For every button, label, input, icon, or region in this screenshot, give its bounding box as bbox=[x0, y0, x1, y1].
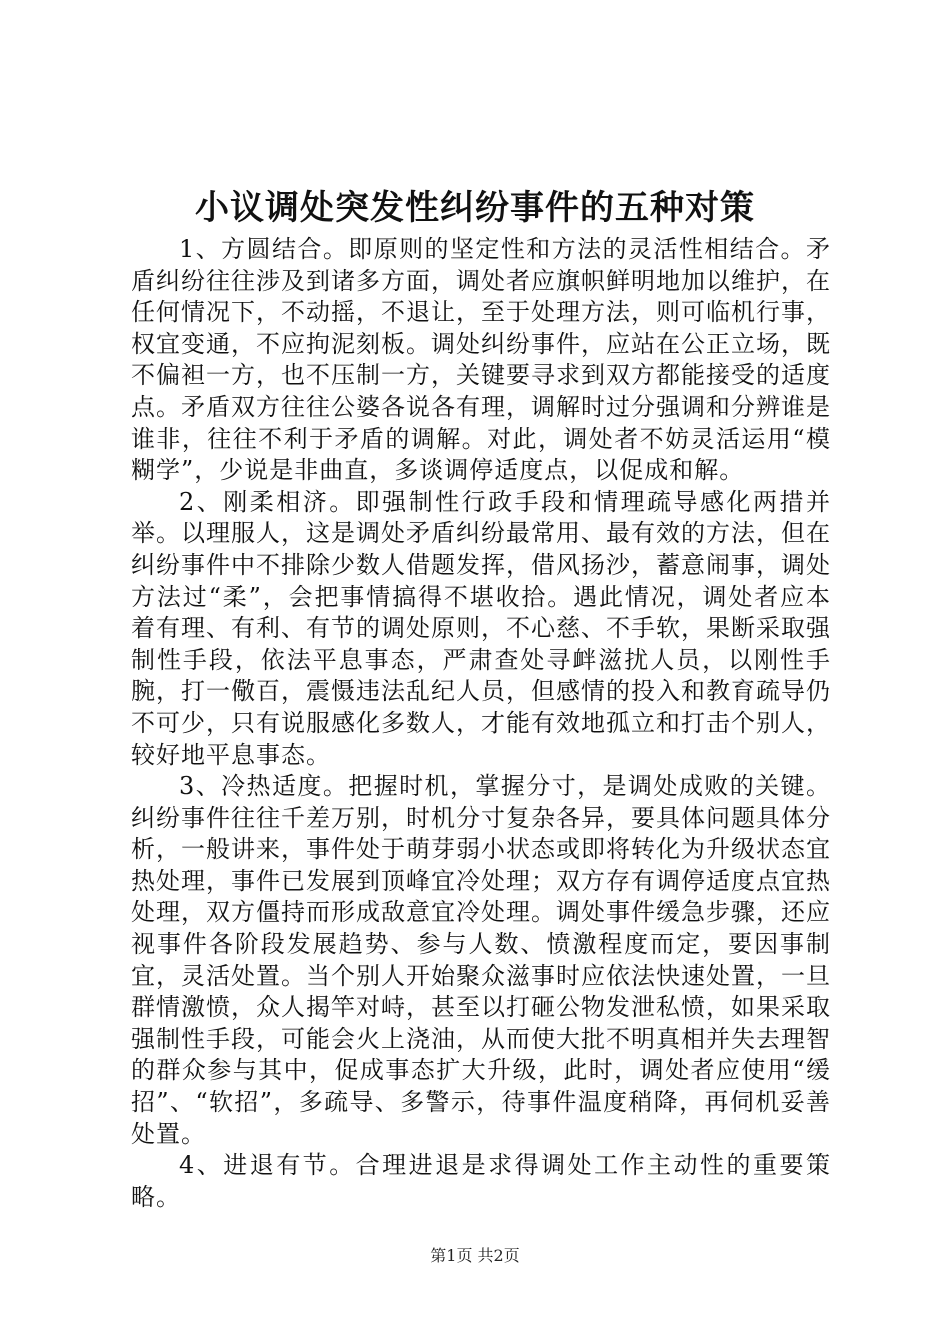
paragraph-2: 2、刚柔相济。即强制性行政手段和情理疏导感化两措并举。以理服人，这是调处矛盾纠纷最常用、最有效的方法，但在纠纷事件中不排除少数人借题发挥，借风扬沙，蓄意闹事，调处方法过“柔”，会把事情搞得不堪收拾。遇此情况，调处者应本着有理、有利、有节的调处原则，不心慈、不手软，果断采取强制性手段，依法平息事态，严肃查处寻衅滋扰人员，以刚性手腕，打一儆百，震慑违法乱纪人员，但感情的投入和教育疏导仍不可少，只有说服感化多数人，才能有效地孤立和打击个别人，较好地平息事态。 bbox=[131, 487, 831, 769]
page-footer: 第1页 共2页 bbox=[430, 1246, 520, 1265]
paragraph-3: 3、冷热适度。把握时机，掌握分寸，是调处成败的关键。纠纷事件往往千差万别，时机分寸复杂各异，要具体问题具体分析，一般讲来，事件处于萌芽弱小状态或即将转化为升级状态宜热处理，事件已发展到顶峰宜冷处理；双方存有调停适度点宜热处理，双方僵持而形成敌意宜冷处理。调处事件缓急步骤，还应视事件各阶段发展趋势、参与人数、愤激程度而定，要因事制宜，灵活处置。当个别人开始聚众滋事时应依法快速处置，一旦群情激愤，众人揭竿对峙，甚至以打砸公物发泄私愤，如果采取强制性手段，可能会火上浇油，从而使大批不明真相并失去理智的群众参与其中，促成事态扩大升级，此时，调处者应使用“缓招”、“软招”，多疏导、多警示，待事件温度稍降，再伺机妥善处置。 bbox=[131, 772, 831, 1148]
paragraph-1: 1、方圆结合。即原则的坚定性和方法的灵活性相结合。矛盾纠纷往往涉及到诸多方面，调处者应旗帜鲜明地加以维护，在任何情况下，不动摇，不退让，至于处理方法，则可临机行事，权宜变通，不应拘泥刻板。调处纠纷事件，应站在公正立场，既不偏袒一方，也不压制一方，关键要寻求到双方都能接受的适度点。矛盾双方往往公婆各说各有理，调解时过分强调和分辨谁是谁非，往往不利于矛盾的调解。对此，调处者不妨灵活运用“模糊学”，少说是非曲直，多谈调停适度点，以促成和解。 bbox=[131, 235, 831, 485]
document-title: 小议调处突发性纠纷事件的五种对策 bbox=[195, 188, 755, 228]
document-body bbox=[131, 234, 831, 1213]
paragraph-4: 4、进退有节。合理进退是求得调处工作主动性的重要策略。 bbox=[131, 1151, 831, 1211]
